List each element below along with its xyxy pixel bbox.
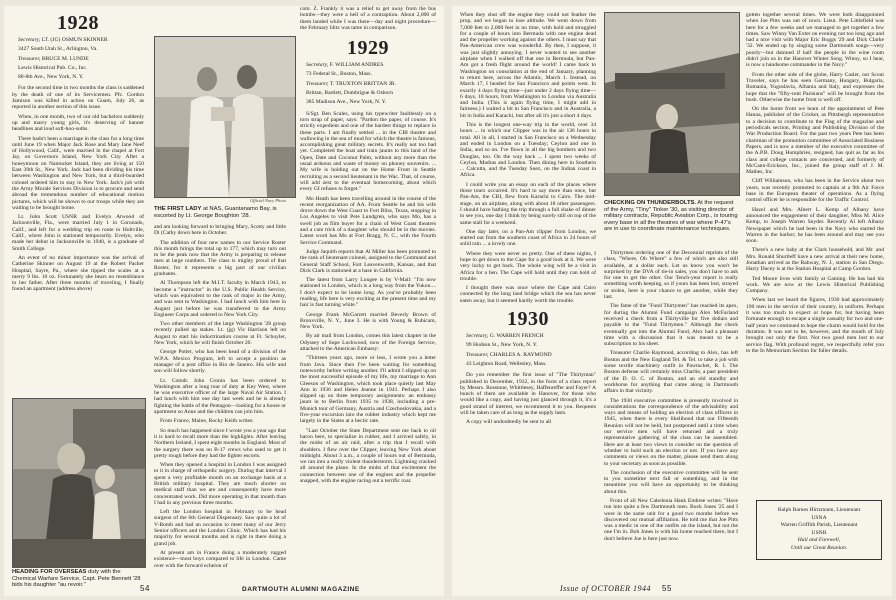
article-paragraph: The conclusion of the executive committee will be sent to you sometime next fall or something, and in the meantime you will have an opportunity to be thinking about this.	[604, 469, 738, 495]
class-year-1928: 1928	[57, 12, 99, 34]
article-paragraph: George Potter, who has been head of a division of the W.P.A. Mexico Program, left to accept a position as manager of a post office in Rio de Janeiro. His wife and son will follow shortly.	[154, 349, 286, 375]
article-paragraph: When, in one month, two of our old bachelors suddenly up and marry young girls, it's deserving of banner headlines and loud soft-hoo-suths.	[12, 113, 144, 133]
article-paragraph: A copy will undoubtedly be sent to all	[466, 419, 552, 426]
photo-overseas	[12, 398, 146, 568]
article-paragraph: When they opened a hospital in London I was assigned to it in charge of orthopedic surgery. During that interval I spent a very profitable month on an exchange basis at a British military hospital. They are much shorter on medical staff than we are and consequently have more concentrated work. Did more operating in that month than I had in any previous three months.	[154, 462, 286, 506]
officer-line: 385 Madison Ave., New York, N. Y.	[306, 99, 387, 106]
class-year-1930: 1930	[507, 308, 549, 331]
right-column-2	[604, 250, 738, 545]
article-paragraph: The addition of four new names to our Service Roster this month brings the total up to 177, which may turn out to be the peak now that the Army is preparing to release men at large numbers. The class is mighty proud of that Roster, for it represents a big part of our civilian graduates.	[154, 239, 286, 278]
article-paragraph: com. Z. Frankly it was a relief to get away from the bus bombs—they were a hell of a contraption. About 2,000 of them landed while I was there—day and night procedure—the February blitz was tame in comparison.	[300, 6, 436, 31]
officer-line: Lewis Historical Pub. Co., Inc.	[18, 64, 88, 71]
officer-line: Treasurer, T. TRUXTON BRITTAN JR.	[306, 80, 397, 87]
caption-thunderbolts: CHECKING ON THUNDERBOLTS. At the request of the Army, "Tiny" Tinker '30, as visiting director of military contracts, Republic Aviation Corp., is touring every base in all the theatres of war where P-47's are in use to coordinate maintenance techniques.	[604, 200, 738, 233]
officer-line: Secretary, LT. (JG) OSMUN SKINNER	[18, 37, 108, 43]
article-paragraph: I thought there was once where the Cape and Cairo connected by the long land bridge which the sea has never eaten away, but it seemed hardly worth the trouble.	[460, 285, 596, 304]
article-paragraph: The 1930 executive committee is presently involved in considerations the correspondence of the advisability and ways and means of holding an election of class officers in 1945, when there is every likelihood that our Fifteenth Reunion will not be held, but postponed until a time when our service men will have returned and a truly representative gathering of the class can be assembled. Here are at least two views to consider on the question of whether to hold such an election or not. If you have any comments or views on the matter, please send them along to your secretary as soon as possible.	[604, 397, 738, 467]
article-paragraph: For the second time in two months the class is saddened by the death of one of its Servicemen. Pfc. Gordon Jamison was killed in action on Guam, July 26, as reported in another section of this issue.	[12, 85, 144, 111]
article-paragraph: Do you remember the first issue of "The Thirtyman" published in December, 1932, in the form of a class report by Messrs. Rosstone, Whittlesey, Haffenreffer and Fayer? A bunch of them are available in Hanover, for those who would like a copy, and having just glanced through it, it's a good strand of interest, we recommend it to you. Requests will be taken care of as long as the supply lasts.	[460, 372, 596, 417]
right-page	[452, 6, 892, 596]
left-column-1928	[12, 6, 144, 296]
article-paragraph: At present am in France doing a moderately rugged existence—most boys compared to life in London. Came over with the forward echelon of	[154, 549, 286, 569]
officer-line: 3427 South Utah St., Arlington, Va.	[18, 46, 98, 53]
photo-credit: Official Navy Photo	[250, 198, 286, 203]
article-paragraph: The fame of the "Fund Thirtymen" has reached its apex, for during the Alumni Fund campaign Alex McFarland received a check from a Thirtyville for five dollars and payable to the "Fund Thirtymen." Although the check eventually got into the Alumni Fund, Alex had a pleasant time with a discussion that it was meant to be a subscription to his sheet.	[604, 303, 738, 348]
left-page-number: 54	[140, 584, 150, 593]
memorial-line: USNA	[811, 514, 827, 521]
memorial-line: Ralph Barnes Hirtzmann, Lieutenant	[777, 507, 861, 513]
article-paragraph: Front of all New Caledonia Hank Embree writes: "Have run into quite a few Dartmouth men. Buck Jones '25 and I were in the same unit for a good two months before we discovered our mutual affiliation. He told me that Joe Pitts was a medic in one of the outfits on the island, but not the one I'm in. Bob Jones is with his home reached there, but I don't believe Joe is here just now.	[604, 497, 738, 542]
photo-first-lady	[154, 36, 296, 198]
article-paragraph: There hadn't been a marriage in the class for a long time until June 19 when Major Jack Rose and Mary Jane Neef of Hollywood, Calif., were married in the chapel at Fort Jay, on Governors Island, New York City. After a honeymoon on Nantucket Island, they are living at 150 East 39th St., New York. Jack had been dividing his time between Washington and New York, but a third-boarded colonel ordered him to stay in New York. Jack's job with the Army Morale Services Division is to procure and send abroad the tremendous number of educational motion pictures, which will be shown to our troops while they are waiting to be brought home.	[12, 135, 144, 211]
article-paragraph: From France, Maine, Rocky Keith writes:	[160, 418, 254, 425]
issue-label: Issue of OCTOBER 1944	[560, 584, 652, 593]
article-paragraph: Al Thompson left the M.I.T. faculty in March 1943, to become a "instructor" in the U.S. Public Health Service, which was equivalent to the rank of major in the Army, and was sent to Washington. I had lunch with him here in August just before he was transferred to the Army Engineer Corps and ordered to New York City.	[154, 280, 286, 318]
article-paragraph: The latest from Larry Longee is by V-Mail: "I'm now stationed in London, which is a long way from the Yukon.... I don't expect to be home long. As you've probably been reading, life here is very exciting at the present time and my hair is fast turning white."	[300, 277, 436, 309]
article-paragraph: Hazel and Mrs. Albert L. Kemp of Albany have announced the engagement of their daughter, Miss M. Alice Kemp, to Joseph Warren Snyder. Recently Al left Albany Newspaper which he had been in the Navy who started the Warren in the harbor; he has been around and may see you soon.	[746, 206, 884, 245]
article-paragraph: Two other members of the large Washington '28 group recently pulled up stakes. Lt. (jg) Vic Harrison left on August to start his indoctrination course at Ft. Schuyler, New York, which he will finish October 20.	[154, 321, 286, 347]
article-paragraph: gotten together several times. We were both disappointed when Joe Pitts was out of town. Lieut. Pete Littlefield was here for a few weeks and we managed to get together a few times. Saw Winny Van Exter on evening not too long ago and had a nice visit with Major Eric Boggs '29 and Dick Clarke '32. We ended up by singing some Dartmouth songs—very poorly—but damned if half the people in the wine room didn't join us in the Hanover Winter Song. Winny, so I hear, is now a handsome commander in the Navy."	[746, 12, 884, 69]
article-paragraph: This is the longest one-way trip in the world, over 34 hours ... in which our Clipper was in the air 136 hours in total. All in all, I started in San Francisco on a Wednesday and ended in London on a Tuesday; Ceylon and one in India, and so on. I've flown in all the big bombers and two Douglas, too. On the way back ... I spent two weeks of Ceylon, Madras and London. Then dining here in Southern ... Calcutta, and the Tuesday Suez, on the Indian coast in Africa.	[460, 122, 596, 179]
article-paragraph: When they shut off the engine they could not feather the prop, and we began to lose altitude. We went down from 7,000 feet to 2,000 feet in no time, with hold and struggled for a couple of hours into Bermuda with one engine dead and the propeller working against the others. I must say that Pan-American crew was wonderful. By then, I suppose, it was just slightly annoying. I never wanted to see another airplane when I walked off that one in Bermuda, but Pan-Am got a fresh flight around the world! I came back to Washington on consolation at the end of January, planning to return here, across the Atlantic, March 1. Instead, on March 17, I headed for San Francisco and points west. In exactly 4 days flying time—just under 2 days flying time—6 days, 10 hours, from Washington to London via Australia and India. (This is again flying time, I might add in fairness.) I waited a bit in San Francisco and in Australia, a bit in India and Karachi, but after all it's just a short 4 days.	[460, 12, 596, 119]
memorial-box	[756, 500, 882, 560]
article-paragraph: Cliff Williamson, who has been in the Service about two years, was recently promoted to captain at a 9th Air Force base in the European theater of operations. As a flying control officer he is responsible for the Traffic Control.	[746, 178, 884, 204]
right-column-1	[460, 12, 596, 429]
first-lady-photo-image	[155, 37, 295, 197]
officer-line: 80-8th Ave., New York, N. Y.	[18, 74, 84, 81]
officer-line: Treasurer, BRUCE M. LUNDE	[18, 55, 89, 62]
article-paragraph: On the home front we learn of the appointment of Pete Hanna, publisher of the Cricket, as Pittsburgh representative to a decision to contribute to the Flag of the magazine and periodicals section, Printing and Publishing Division of the War Production Board. For the past two years Pete has been chairman of the promotion committee of Associated Business Papers, and is now a member of the executive committee of the A.P.B. Doug Humphries, resigned, has quit as far as his class and college contacts are concerned, and formerly of McCann-Erickson, Inc., joined the group staff of J. M. Mathes, Inc.	[746, 106, 884, 176]
article-paragraph: From the other side of the globe, Harry Casler, our Scout Traveler, says he has seen Germany, Hungary, Bulgaria, Rumania, Yugoslavia, Albania and Italy, and expresses the hope that the "fifty-cent Parisians" will be brought from the bush. Otherwise the home front is well off.	[746, 71, 884, 103]
article-paragraph: Lt. John Scott USNR and Evelyn Atwood of Jacksonville, Fla., were married July 1 in Coronado, Calif., and left for a wedding trip en route to Holtville, Calif., where John is stationed temporarily. Evelyn, who made her debut in Jacksonville in 1940, is a graduate of Smith College.	[12, 214, 144, 252]
officer-line: 99 Hudson St., New York, N. Y.	[466, 342, 538, 349]
left-column-middle	[154, 224, 286, 572]
caption-overseas: HEADING FOR OVERSEAS duty with the Chemical Warfare Service, Capt. Pete Bennett '28 bids his daughter "au revoir."	[12, 569, 141, 589]
article-paragraph: By air mail from London, comes this latest chapter in the Odyssey of Supe Lockwood, now of the Foreign Service, attached to the American Embassy:	[300, 333, 436, 353]
article-paragraph: Treasurer Charlie Raymond, according to Alex, has left Boston and the New England Tel. & Tel. to take a job with some textile machinery outfit in Pawtucket, R. I. The Boston defense will certainly miss Charlie, a past president of the D. O. C. of Boston, and an old standby and workhorse for anything that came along in Dartmouth affairs in that vicinity.	[604, 350, 738, 395]
thunderbolts-photo-image	[605, 13, 739, 195]
article-paragraph: Lt. Comdr. John Cronin has been ordered to Washington after a long tour of duty at Key West, where he was executive officer of the large Naval Air Station. I had lunch with him one day last week and he is already fighting the battle of the Pentagon—looking for a house or apartment so Anne and the children can join him.	[154, 377, 286, 416]
article-paragraph: and am looking forward to bringing Mary, Scotty and little Di (Cathy down here in October.	[154, 224, 286, 237]
article-paragraph: I could write you an essay on each of the places where those tours occurred. It's hard to say more than once, but Pan-Am, the CBI, flew from Karachi to Cairo. The mid-stage, on an airplane, along with about 18 other passengers. I should have bathing the trip through a full shake of dinner to see you, one day I think by being surely still on top of the same stall for a weekend.	[460, 181, 596, 226]
article-paragraph: Where they were never so pretty. One of these nights, I hope to get down to the Cape for a good look at it. We were very lucky to get back. The whole wing will be a visit in Africa for a hen. The Cape will hold until they can hold of trouble.	[460, 250, 596, 282]
class-officers-1930	[460, 333, 596, 367]
article-paragraph: "Thirteen years ago, more or less, I wrote you a letter from Java. Since then I've been waiting for something noteworthy before writing another. I'll admit I slipped up on the most successful episode of my life, my marriage to Ann Gleeson of Washington, which took place quietly last May Ann in 1936 and Helen Jeanne in 1941. Perhaps I also slipped up on three temporary assignments: an embassy jaunt in to Berlin from 1935 to 1938, including a pre-Munich tour of Germany, Austria and Czechoslovakia, and a five-year excursion into the rubber industry which kept me largely in the States at a hectic rate.	[300, 355, 436, 425]
article-paragraph: George Frank McGarrett married Beverly Brown of Bronxville, N. Y., June 3. He is with Young & Rubicam, New York.	[300, 311, 436, 331]
officer-line: Brittan, Bartlett, Dumbrigue & Osborn	[306, 90, 394, 97]
right-column-3	[746, 12, 884, 357]
overseas-photo-image	[13, 399, 145, 567]
article-paragraph: Mo Heath has been travelling around in the course of the recent reorganization of AA. From Seattle he and his wife drove down the West Coast to Fort Bliss, Texas, stopping in Los Angeles to visit Pete Lundgren, who says Mo, has a swell job as film buyer for a chain of West Coast theatres and a cute trick of a daughter who should be in the movies. Latest word has Mo at Fort Bragg, N. C., with the Fourth Service Command.	[300, 195, 436, 246]
class-officers-1928	[12, 37, 144, 80]
left-page	[4, 6, 444, 596]
caption-first-lady: THE FIRST LADY at NAS, Guantanamo Bay, is escorted by Lt. George Boughton '28.	[154, 206, 277, 219]
magazine-title: DARTMOUTH ALUMNI MAGAZINE	[242, 586, 360, 593]
class-year-1929: 1929	[347, 37, 389, 60]
photo-thunderbolts	[604, 12, 740, 196]
officer-line: 73 Federal St., Boston, Mass.	[306, 71, 372, 78]
article-paragraph: An event of no minor importance was the arrival of Catherine Skinner on August 19 at the Robert Packer Hospital, Sayre, Pa., where she tipped the scales at a merry 9 lbs. 10 oz. Fortunately she bears no resemblance to her father. After three months of traveling, I finally found an apartment (address above)	[12, 254, 144, 293]
article-paragraph: One day later, on a Pan-Am clipper from London, we started out from the southern coast of Africa in 24 hours of solid rain ... a lovely one.	[460, 228, 596, 248]
class-officers-1929	[300, 62, 436, 105]
article-paragraph: So much has happened since I wrote you a year ago that it is hard to recall more than the highlights. After leaving Northern Ireland, I spent eight months in England. Most of the surgery there was on B-17 crews who used to get it pretty rough before they had the fighter escorts.	[154, 427, 286, 459]
officer-line: Secretary, F. WILLIAM ANDRES	[306, 62, 384, 69]
officer-line: Secretary, G. WARREN FRENCH	[466, 333, 544, 340]
officer-line: 43 Leighton Road, Wellesley, Mass.	[466, 360, 547, 367]
article-paragraph: Ted Moore lives with family at Gaming. He has had his work. We are now at the Lewis Historical Publishing Company.	[746, 275, 884, 295]
article-paragraph: S/Sgt. Ben Scales, using his typewriter faultlessly on a torn strap of paper, says: "Pardon the paper, of course. It's strictly expedient and one of the hardest things to replace in these parts. I am finally settled ... in the CBI theatre and wallowing in the sea of mud for which the theatre is famous, accomplishing great military secrets. It's really not too bad yet. Completed the boat and train jaunts to this land of the Open, Date and Coconut Palm, without any more than the usual arduous and waste of money on phoney souvenirs. ... My wife is holding out on the Home Front in Seattle recruiting as a second lieutenant in the Wac. That, of course, will add zest to the eventual homecoming, about which every GI refuses to forget."	[300, 110, 436, 193]
article-paragraph: "Last October the State Department sent me back to oil baron here, to specialize in rubber, and I arrived safely, in the midst of an air raid, after a trip that I recall with shudders. I flew over the Clipper, leaving New York about midnight. About 3 a.m., a couple of hours out of Bermuda, we ran into a really violent thunderstorm. Lightning cracked all around the plane. In the midst of that excitement the connection between one of the engines and the propeller snapped, with the engine racing out a terrific roar.	[300, 427, 436, 484]
article-paragraph: Left the London hospital in February to be head surgeon of the 6th General Dispensary. Saw quite a lot of V-Bomb and had an occasion to meet many of our Jerry Senior officers and the London Clinic. Which has had his majority for several months and is right in there doing a grand job.	[154, 509, 286, 547]
memorial-line: Hail and Farewell,	[797, 537, 841, 544]
officer-line: Treasurer, CHARLES A. RAYMOND	[466, 351, 552, 358]
memorial-line: USNR	[811, 529, 827, 536]
article-paragraph: There's a new baby at the Clark household, and Mr. and Mrs. Ronald Shurtleff have a new arrival at their new home, Jonathan arrived as the Rahway, N. J., station in San Diego. Harry Ducey is at the Station Hospital at Camp Gordon.	[746, 247, 884, 273]
article-paragraph: Thirtymen ordering one of the Decennial reprints of the class, "Where, Oh Where" a few of which are also still available, at a dollar each. Let us know you won't be surprised by the DVA of tie-in sales, you don't have to ask for one to get the other. Our Tench-year report is really something worth keeping, so if yours has been lost, strayed or stolen, here is your chance to get another, while they last.	[604, 250, 738, 301]
right-page-number: 55	[662, 584, 672, 593]
memorial-line: Warren Griffith Parish, Lieutenant	[780, 522, 858, 529]
left-column-1929	[300, 6, 436, 487]
article-paragraph: When last we heard the figures, 1930 had approximately 190 men in the service of their country, in uniform. Perhaps it was too much to expect or hope for, but having been fortunate enough to escape a single casualty for two and one-half years we continued to hope the charm would hold for the duration. It was not to be, however, and the month of July brought our only the first. Not two good men lost to our service flag. With profound regret, we respectfully refer you to the In Memoriam Section for fuller details.	[746, 297, 884, 354]
memorial-line: Until our Great Reunion.	[790, 544, 848, 551]
article-paragraph: Judge Jaquith reports that Al Miller has been promoted to the rank of lieutenant colonel, assigned to the Command and General Staff School, Fort Leavenworth, Kansas, and that Dick Clark is stationed at a base in California.	[300, 248, 436, 274]
